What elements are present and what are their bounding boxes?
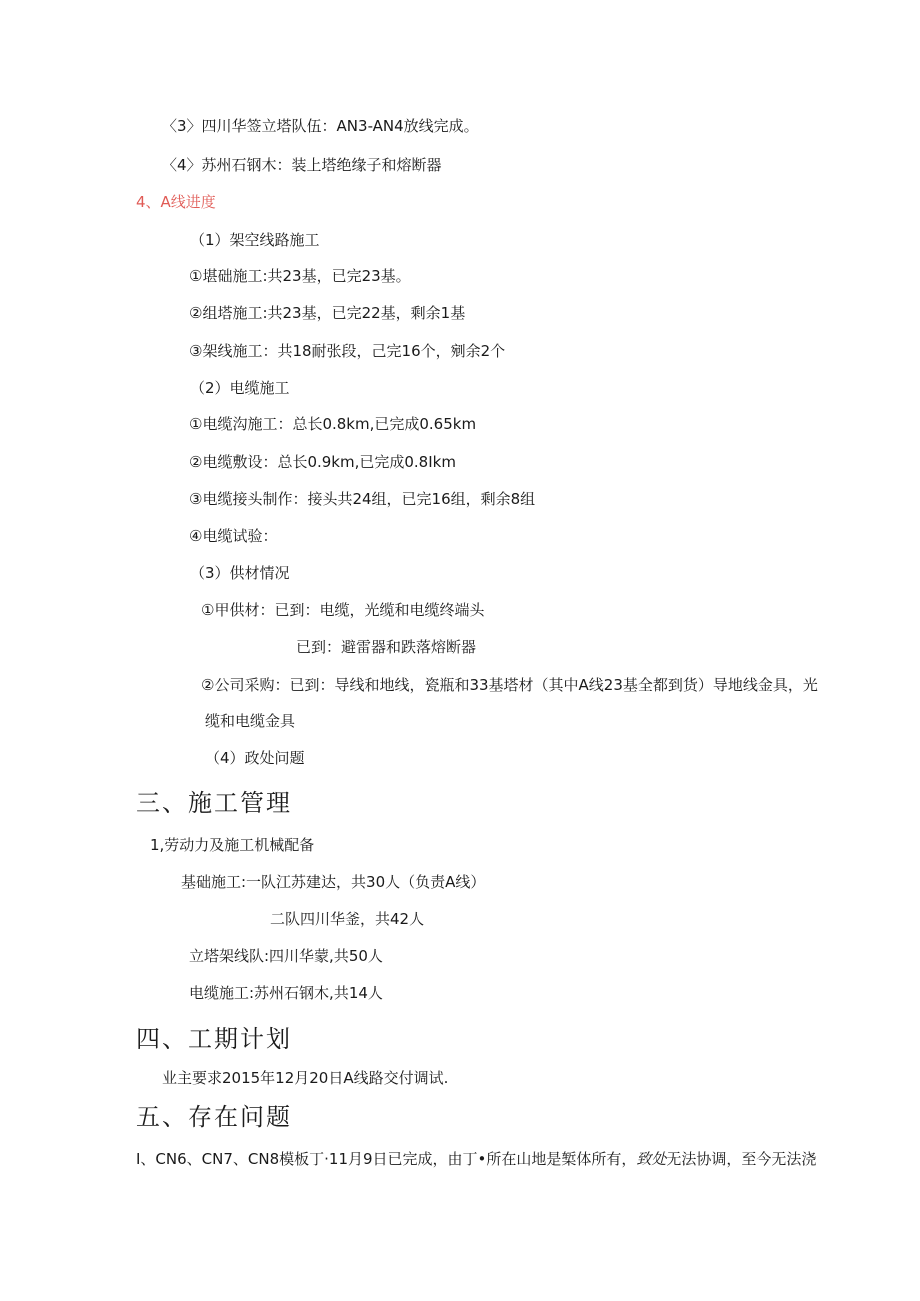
- section-heading-4: 四、工期计划: [136, 1025, 292, 1053]
- issue-text-part2: 无法协调，至今无法浇: [666, 1150, 817, 1168]
- labor-foundation-team2: 二队四川华釜，共42人: [270, 910, 425, 928]
- subsection-overhead-line: （1）架空线路施工: [190, 231, 320, 249]
- labor-foundation: 基础施工:一队江苏建达，共30人（负责A线）: [181, 873, 486, 891]
- progress-item-3: 〈3〉四川华签立塔队伍：AN3-AN4放线完成。: [162, 117, 479, 135]
- item-owner-supply: ①甲供材：已到：电缆，光缆和电缆终端头: [201, 601, 485, 619]
- issue-text: [136, 1149, 816, 1169]
- item-stringing: ③架线施工：共18耐张段，己完16个，剜余2个: [189, 342, 506, 360]
- progress-item-4: 〈4〉苏州石钢木：装上塔绝缘子和熔断器: [162, 156, 442, 174]
- item-owner-supply-cont: 已到：避雷器和跌落熔断器: [296, 638, 477, 656]
- item-tower: ②组塔施工:共23基，已完22基，剩余1基: [189, 304, 466, 322]
- item-foundation: ①堪础施工:共23基，已完23基。: [189, 267, 411, 285]
- labor-tower-team: 立塔架线队:四川华蒙,共50人: [189, 947, 383, 965]
- subsection-cable: （2）电缆施工: [190, 379, 290, 397]
- subsection-policy: （4）政处问题: [205, 749, 305, 767]
- issue-text-part1: I、CN6、CN7、CN8模板丁·11月9日已完成，由丁•所在山地是椠体所有，: [136, 1150, 637, 1168]
- issue-text-italic: 致处: [636, 1150, 667, 1168]
- item-cable-test: ④电缆试验：: [189, 527, 278, 545]
- labor-cable-team: 电缆施工:苏州石钢木,共14人: [189, 984, 383, 1002]
- section-heading-3: 三、施工管理: [136, 789, 292, 817]
- section-heading-a-line: 4、A线进度: [136, 193, 216, 211]
- section-heading-5: 五、存在问题: [136, 1103, 292, 1131]
- item-company-purchase: ②公司采购：已到：导线和地线，瓷瓶和33基塔材（其中A线23基全都到货）导地线金具，光: [201, 676, 818, 694]
- subsection-supply: （3）供材情况: [190, 564, 290, 582]
- item-cable-joint: ③电缆接头制作：接头共24组，已完16组，剩余8组: [189, 490, 536, 508]
- subsection-labor: 1,劳动力及施工机械配备: [150, 836, 315, 854]
- item-company-purchase-cont: 缆和电缆金具: [205, 712, 296, 730]
- schedule-text: 业主要求2015年12月20日A线路交付调试.: [162, 1069, 449, 1087]
- item-cable-laying: ②电缆敷设：总长0.9km,已完成0.8Ikm: [189, 453, 456, 471]
- item-cable-trench: ①电缆沟施工：总长0.8km,已完成0.65km: [189, 415, 477, 433]
